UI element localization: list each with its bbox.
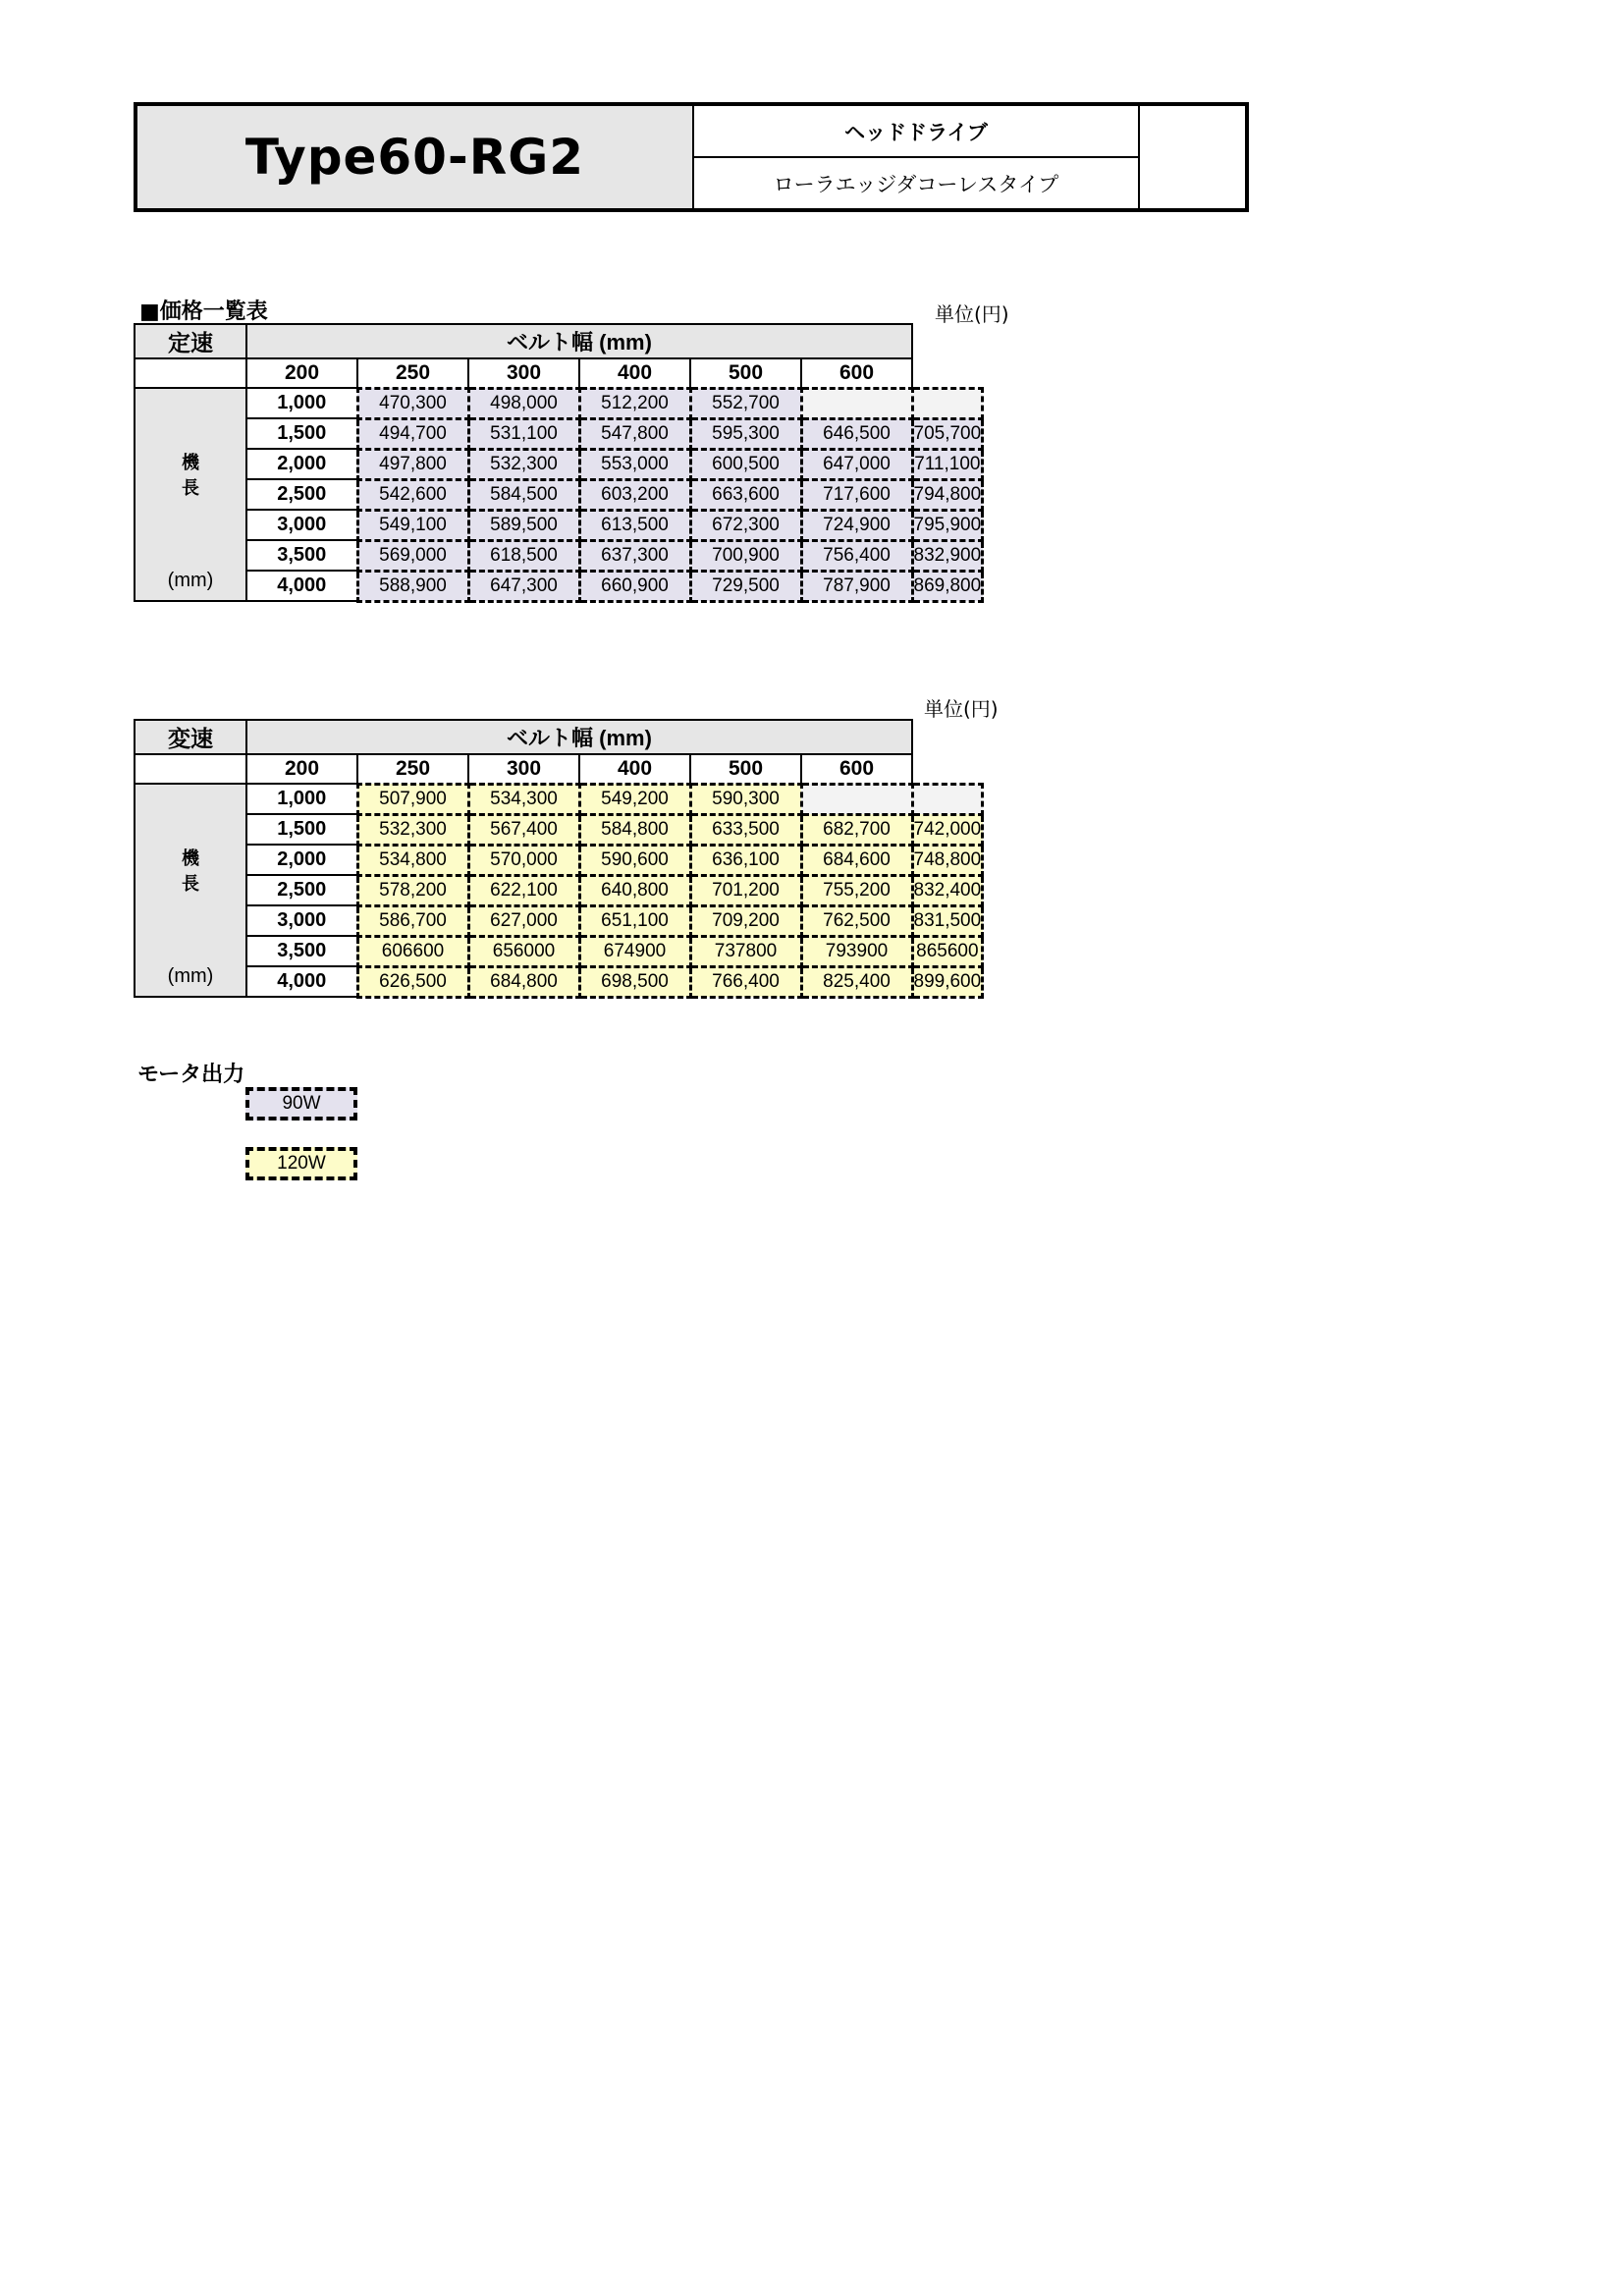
price-cell: 588,900 — [357, 571, 468, 601]
price-cell: 660,900 — [579, 571, 690, 601]
price-cell: 498,000 — [468, 388, 579, 418]
machine-length-row-header: 2,000 — [246, 449, 357, 479]
machine-length-label — [135, 846, 245, 897]
price-cell: 756,400 — [801, 540, 912, 571]
price-cell: 470,300 — [357, 388, 468, 418]
belt-width-column-header: 200 — [246, 358, 357, 388]
price-cell: 552,700 — [690, 388, 801, 418]
price-cell: 567,400 — [468, 814, 579, 845]
machine-length-row-header: 3,000 — [246, 510, 357, 540]
price-cell: 633,500 — [690, 814, 801, 845]
unit-label-1: 単位(円) — [935, 302, 1009, 326]
machine-length-row-header: 3,500 — [246, 540, 357, 571]
length-label-char: 機 — [182, 453, 199, 472]
price-cell: 656000 — [468, 936, 579, 966]
price-cell: 737800 — [690, 936, 801, 966]
price-cell: 547,800 — [579, 418, 690, 449]
legend-swatch-120w: 120W — [245, 1147, 357, 1180]
header-blank-cell — [1140, 106, 1245, 208]
belt-width-column-header: 300 — [468, 358, 579, 388]
product-title: Type60-RG2 — [137, 106, 694, 208]
price-cell: 600,500 — [690, 449, 801, 479]
price-cell: 795,900 — [912, 510, 983, 540]
belt-width-header: ベルト幅 (mm) — [246, 324, 912, 358]
belt-width-column-header: 250 — [357, 754, 468, 784]
price-cell: 865600 — [912, 936, 983, 966]
price-cell: 626,500 — [357, 966, 468, 997]
belt-width-column-header: 300 — [468, 754, 579, 784]
price-cell: 729,500 — [690, 571, 801, 601]
price-cell: 832,900 — [912, 540, 983, 571]
machine-length-row-header: 4,000 — [246, 571, 357, 601]
price-cell: 672,300 — [690, 510, 801, 540]
price-cell: 831,500 — [912, 905, 983, 936]
machine-length-row-header: 1,500 — [246, 814, 357, 845]
price-cell: 646,500 — [801, 418, 912, 449]
price-cell: 569,000 — [357, 540, 468, 571]
price-cell: 627,000 — [468, 905, 579, 936]
price-cell: 700,900 — [690, 540, 801, 571]
price-cell: 494,700 — [357, 418, 468, 449]
price-cell: 748,800 — [912, 845, 983, 875]
price-cell: 787,900 — [801, 571, 912, 601]
price-cell: 701,200 — [690, 875, 801, 905]
machine-length-label-cell — [135, 784, 246, 997]
price-cell: 613,500 — [579, 510, 690, 540]
price-cell: 534,800 — [357, 845, 468, 875]
price-cell: 618,500 — [468, 540, 579, 571]
price-cell: 869,800 — [912, 571, 983, 601]
variable-speed-price-table — [134, 719, 984, 999]
product-spec — [694, 106, 1140, 208]
price-cell: 512,200 — [579, 388, 690, 418]
motor-output-legend-title: モータ出力 — [137, 1063, 245, 1087]
price-cell: 674900 — [579, 936, 690, 966]
price-cell: 698,500 — [579, 966, 690, 997]
belt-width-column-header: 400 — [579, 358, 690, 388]
price-cell: 497,800 — [357, 449, 468, 479]
length-unit-label: (mm) — [167, 965, 214, 987]
price-cell: 684,800 — [468, 966, 579, 997]
price-cell: 622,100 — [468, 875, 579, 905]
table-row — [135, 540, 983, 571]
price-cell: 825,400 — [801, 966, 912, 997]
price-cell — [912, 784, 983, 814]
length-label-char: 長 — [182, 478, 199, 498]
belt-width-column-header: 500 — [690, 358, 801, 388]
machine-length-row-header: 3,500 — [246, 936, 357, 966]
machine-length-row-header: 1,000 — [246, 388, 357, 418]
table-row — [135, 875, 983, 905]
table-row — [135, 479, 983, 510]
table-row — [135, 905, 983, 936]
price-cell: 684,600 — [801, 845, 912, 875]
unit-label-2: 単位(円) — [924, 697, 999, 721]
price-cell: 542,600 — [357, 479, 468, 510]
machine-length-row-header: 2,500 — [246, 875, 357, 905]
belt-width-column-header: 250 — [357, 358, 468, 388]
belt-width-column-header: 200 — [246, 754, 357, 784]
price-cell: 531,100 — [468, 418, 579, 449]
table-row — [135, 449, 983, 479]
header-blank-cell — [135, 358, 246, 388]
price-cell — [801, 388, 912, 418]
length-label-char: 機 — [182, 848, 199, 868]
price-cell: 762,500 — [801, 905, 912, 936]
price-cell: 724,900 — [801, 510, 912, 540]
belt-width-column-header: 400 — [579, 754, 690, 784]
variant-type: ローラエッジダコーレスタイプ — [773, 172, 1059, 196]
price-list-caption: ■価格一覧表 — [139, 300, 268, 324]
price-cell: 663,600 — [690, 479, 801, 510]
speed-mode-label: 変速 — [135, 720, 246, 754]
machine-length-label-cell — [135, 388, 246, 601]
price-cell: 637,300 — [579, 540, 690, 571]
price-cell: 532,300 — [468, 449, 579, 479]
constant-speed-price-table — [134, 323, 984, 603]
price-cell: 794,800 — [912, 479, 983, 510]
price-cell: 549,100 — [357, 510, 468, 540]
price-cell: 682,700 — [801, 814, 912, 845]
drive-type: ヘッドドライブ — [694, 106, 1138, 158]
price-cell: 603,200 — [579, 479, 690, 510]
price-cell: 532,300 — [357, 814, 468, 845]
table-row — [135, 966, 983, 997]
length-unit-label: (mm) — [167, 570, 214, 591]
price-cell: 640,800 — [579, 875, 690, 905]
machine-length-row-header: 2,500 — [246, 479, 357, 510]
price-cell: 793900 — [801, 936, 912, 966]
price-cell: 584,800 — [579, 814, 690, 845]
table-row — [135, 418, 983, 449]
price-cell: 647,300 — [468, 571, 579, 601]
table-row — [135, 784, 983, 814]
length-label-char: 長 — [182, 874, 199, 894]
price-cell: 534,300 — [468, 784, 579, 814]
header-blank-cell — [135, 754, 246, 784]
price-cell: 584,500 — [468, 479, 579, 510]
legend-swatch-90w: 90W — [245, 1087, 357, 1121]
table-row — [135, 388, 983, 418]
price-cell: 578,200 — [357, 875, 468, 905]
machine-length-row-header: 3,000 — [246, 905, 357, 936]
belt-width-column-header: 500 — [690, 754, 801, 784]
speed-mode-label: 定速 — [135, 324, 246, 358]
machine-length-row-header: 1,000 — [246, 784, 357, 814]
price-cell: 717,600 — [801, 479, 912, 510]
price-cell: 709,200 — [690, 905, 801, 936]
table-row — [135, 571, 983, 601]
price-cell: 651,100 — [579, 905, 690, 936]
machine-length-row-header: 2,000 — [246, 845, 357, 875]
price-cell: 755,200 — [801, 875, 912, 905]
price-cell: 766,400 — [690, 966, 801, 997]
product-header — [134, 102, 1249, 212]
belt-width-column-header: 600 — [801, 754, 912, 784]
price-cell: 549,200 — [579, 784, 690, 814]
price-cell: 832,400 — [912, 875, 983, 905]
price-cell: 595,300 — [690, 418, 801, 449]
belt-width-header: ベルト幅 (mm) — [246, 720, 912, 754]
table-row — [135, 814, 983, 845]
price-cell: 553,000 — [579, 449, 690, 479]
price-cell: 711,100 — [912, 449, 983, 479]
price-cell: 899,600 — [912, 966, 983, 997]
price-cell: 590,300 — [690, 784, 801, 814]
machine-length-row-header: 4,000 — [246, 966, 357, 997]
price-cell: 586,700 — [357, 905, 468, 936]
belt-width-column-header: 600 — [801, 358, 912, 388]
machine-length-row-header: 1,500 — [246, 418, 357, 449]
price-cell: 742,000 — [912, 814, 983, 845]
machine-length-label — [135, 450, 245, 501]
price-cell: 705,700 — [912, 418, 983, 449]
price-cell: 590,600 — [579, 845, 690, 875]
price-cell: 570,000 — [468, 845, 579, 875]
price-cell — [801, 784, 912, 814]
price-cell: 507,900 — [357, 784, 468, 814]
price-cell — [912, 388, 983, 418]
price-cell: 606600 — [357, 936, 468, 966]
price-cell: 589,500 — [468, 510, 579, 540]
table-row — [135, 936, 983, 966]
table-row — [135, 845, 983, 875]
table-row — [135, 510, 983, 540]
price-cell: 647,000 — [801, 449, 912, 479]
price-cell: 636,100 — [690, 845, 801, 875]
